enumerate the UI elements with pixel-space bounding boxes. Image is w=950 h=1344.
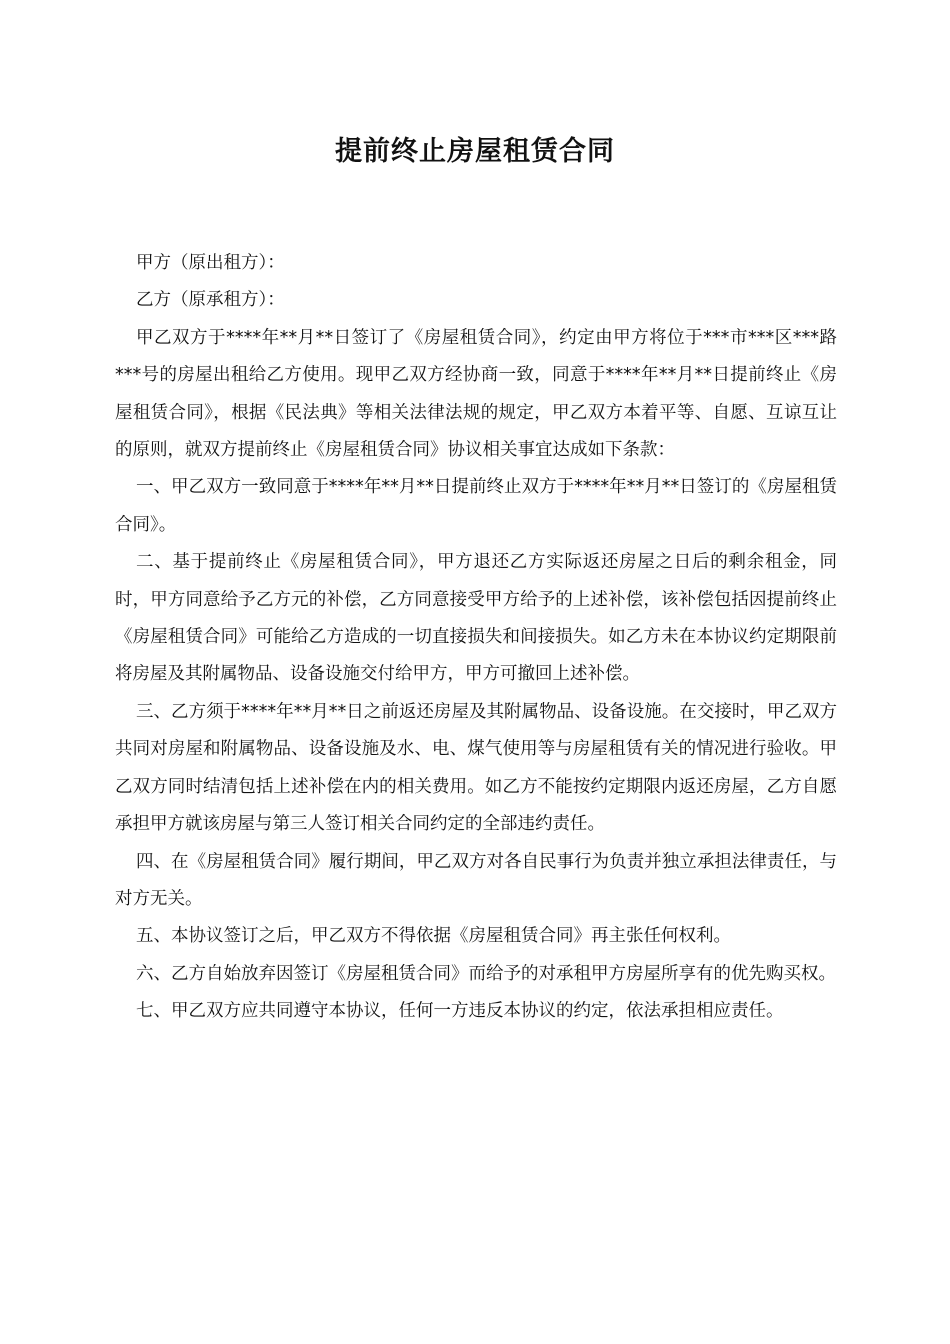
clause-1: 一、甲乙双方一致同意于****年**月**日提前终止双方于****年**月**日签订的《房屋租赁合同》。 [115,477,837,535]
clause-4: 四、在《房屋租赁合同》履行期间，甲乙双方对各自民事行为负责并独立承担法律责任，与对方无关。 [115,851,837,909]
party-a-line: 甲方（原出租方）： [136,253,285,273]
clause-7: 七、甲乙双方应共同遵守本协议，任何一方违反本协议的约定，依法承担相应责任。 [136,1001,784,1022]
clause-2: 二、基于提前终止《房屋租赁合同》，甲方退还乙方实际返还房屋之日后的剩余租金，同时，甲方同意给予乙方元的补偿，乙方同意接受甲方给予的上述补偿，该补偿包括因提前终止《房屋租赁合同》可能给乙方造成的一切直接损失和间接损失。如乙方未在本协议约定期限前将房屋及其附属物品、设备设施交付给甲方，甲方可撤回上述补偿。 [115,552,837,685]
party-b-line: 乙方（原承租方）： [136,290,285,311]
document-body [115,245,837,1031]
document-title: 提前终止房屋租赁合同 [335,136,615,167]
preamble-paragraph: 甲乙双方于****年**月**日签订了《房屋租赁合同》，约定由甲方将位于***市***区***路***号的房屋出租给乙方使用。现甲乙双方经协商一致，同意于****年**月**日提前终止《房屋租赁合同》，根据《民法典》等相关法律法规的规定，甲乙双方本着平等、自愿、互谅互让的原则，就双方提前终止《房屋租赁合同》协议相关事宜达成如下条款： [115,327,837,461]
clause-5: 五、本协议签订之后，甲乙双方不得依据《房屋租赁合同》再主张任何权利。 [136,926,731,947]
clause-6: 六、乙方自始放弃因签订《房屋租赁合同》而给予的对承租甲方房屋所享有的优先购买权。 [136,963,836,984]
clause-3: 三、乙方须于****年**月**日之前返还房屋及其附属物品、设备设施。在交接时，甲乙双方共同对房屋和附属物品、设备设施及水、电、煤气使用等与房屋租赁有关的情况进行验收。甲乙双方同时结清包括上述补偿在内的相关费用。如乙方不能按约定期限内返还房屋，乙方自愿承担甲方就该房屋与第三人签订相关合同约定的全部违约责任。 [115,701,837,835]
